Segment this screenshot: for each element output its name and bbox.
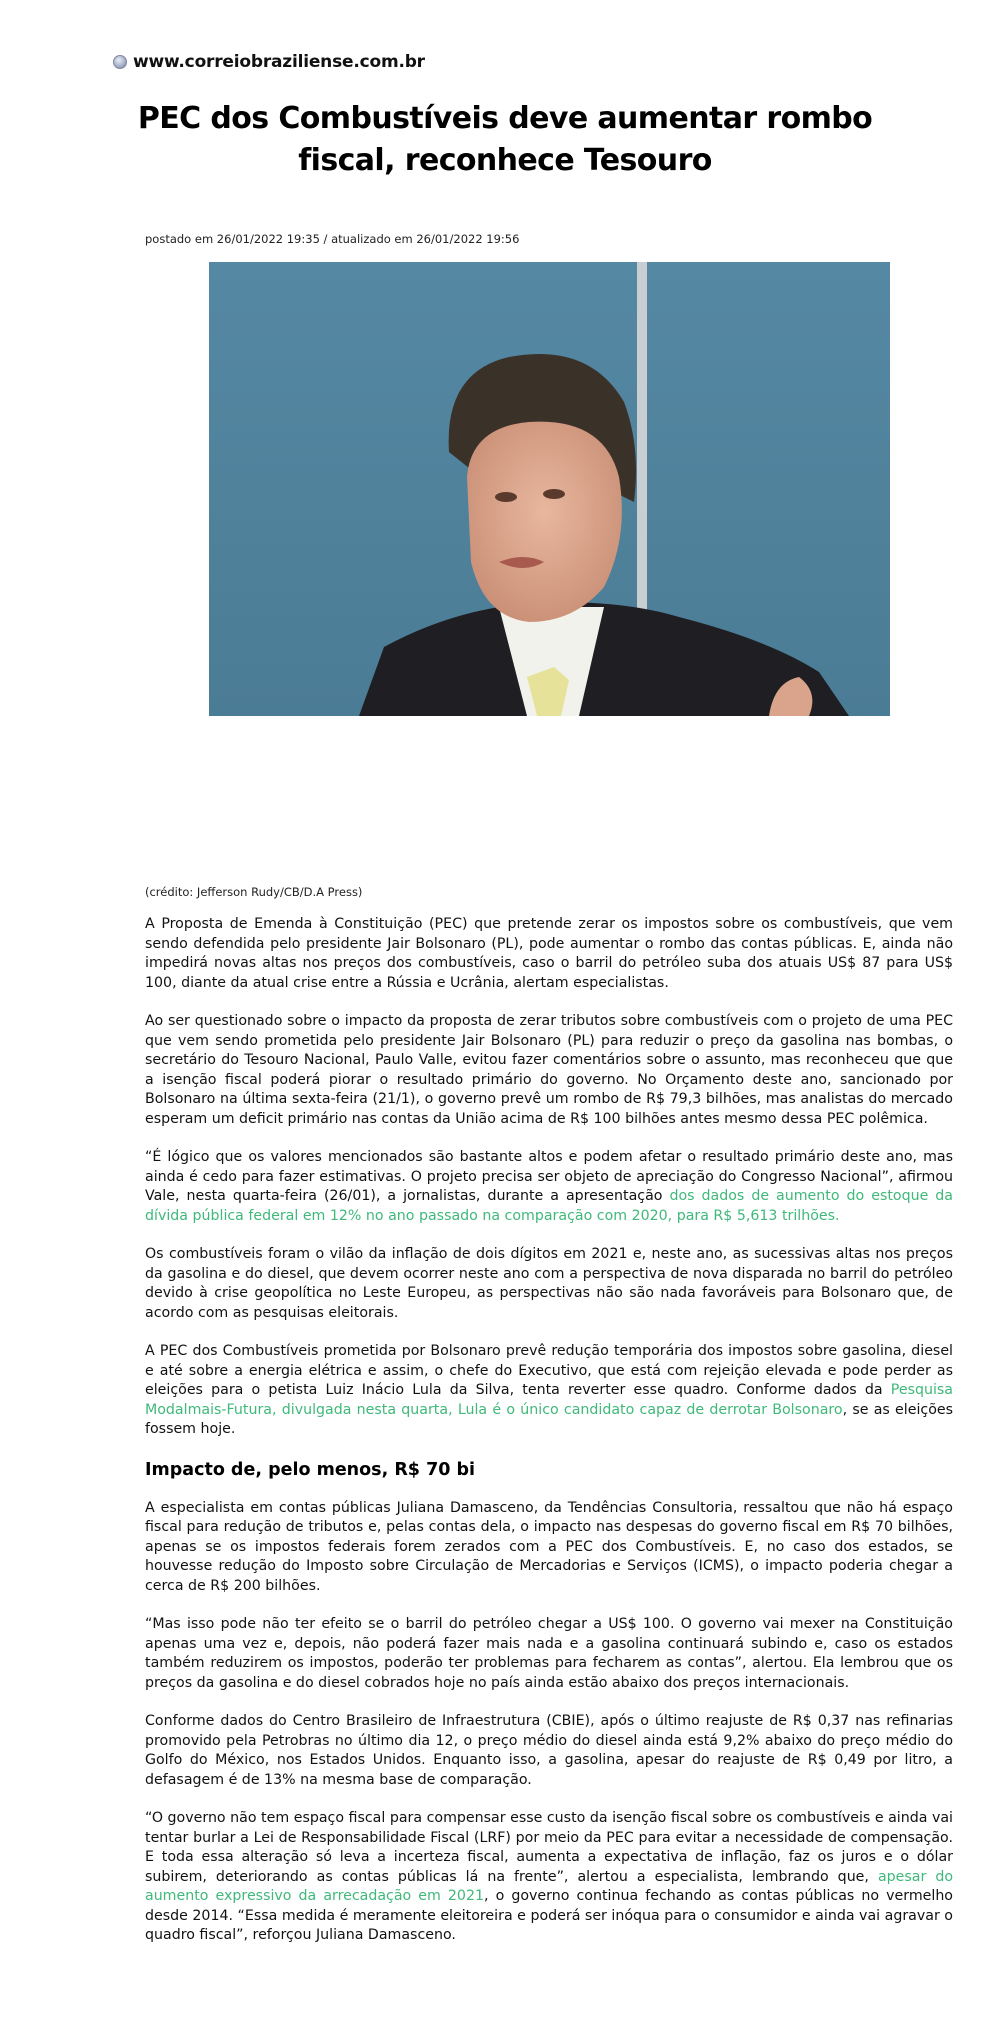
paragraph <box>145 1148 953 1226</box>
paragraph-text: “O governo não tem espaço fiscal para compensar esse custo da isenção fiscal sobre os combustíveis e ainda vai tentar burlar a Lei de Responsabilidade Fiscal (LRF) por meio da PEC para evitar a necessidade de compensação. E toda essa alteração só leva a incerteza fiscal, aumenta a expectativa de inflação, faz os juros e o dólar subirem, deteriorando as contas públicas lá na frente”, alertou a especialista, lembrando que, <box>145 1810 953 1885</box>
paragraph: Ao ser questionado sobre o impacto da proposta de zerar tributos sobre combustíveis com o projeto de uma PEC que vem sendo prometida pelo presidente Jair Bolsonaro (PL) para reduzir o preço da gasolina nas bombas, o secretário do Tesouro Nacional, Paulo Valle, evitou fazer comentários sobre o assunto, mas reconheceu que que a isenção fiscal poderá piorar o resultado primário do governo. No Orçamento deste ano, sancionado por Bolsonaro na última sexta-feira (21/1), o governo prevê um rombo de R$ 79,3 bilhões, mas analistas do mercado esperam um deficit primário nas contas da União acima de R$ 100 bilhões antes mesmo dessa PEC polêmica. <box>145 1013 953 1127</box>
paragraph-text: , se as eleições fossem hoje. <box>145 1401 953 1437</box>
link-divida-publica[interactable]: dos dados de aumento do estoque da dívida pública federal em 12% no ano passado na comparação com 2020, para R$ 5,613 trilhões. <box>145 1188 954 1224</box>
portrait-image <box>209 262 890 716</box>
paragraph: Os combustíveis foram o vilão da inflação de dois dígitos em 2021 e, neste ano, as sucessivas altas nos preços da gasolina e do diesel, que devem ocorrer neste ano com a perspectiva de nova disparada no barril do petróleo devido à crise geopolítica no Leste Europeu, as perspectivas não são nada favoráveis para Bolsonaro que, de acordo com as pesquisas eleitorais. <box>145 1246 953 1321</box>
paragraph-text: , o governo continua fechando as contas públicas no vermelho desde 2014. “Essa medida é meramente eleitoreira e poderá ser inóqua para o consumidor e ainda vai agravar o quadro fiscal”, reforçou Juliana Damasceno. <box>145 1888 953 1943</box>
paragraph <box>145 1809 953 1946</box>
section-heading: Impacto de, pelo menos, R$ 70 bi <box>145 1459 476 1480</box>
paragraph: A Proposta de Emenda à Constituição (PEC) que pretende zerar os impostos sobre os combustíveis, que vem sendo defendida pelo presidente Jair Bolsonaro (PL), pode aumentar o rombo das contas públicas. E, ainda não impedirá novas altas nos preços dos combustíveis, caso o barril do petróleo suba dos atuais US$ 87 para US$ 100, diante da atual crise entre a Rússia e Ucrânia, alertam especialistas. <box>145 916 953 991</box>
paragraph <box>145 1342 953 1440</box>
site-header <box>113 52 425 72</box>
paragraph: A especialista em contas públicas Juliana Damasceno, da Tendências Consultoria, ressaltou que não há espaço fiscal para redução de tributos e, pelas contas dela, o impacto nas despesas do governo fiscal em R$ 70 bilhões, apenas se os impostos federais forem zerados com a PEC dos Combustíveis. E, no caso dos estados, se houvesse redução do Imposto sobre Circulação de Mercadorias e Serviços (ICMS), o impacto poderia chegar a cerca de R$ 200 bilhões. <box>145 1499 953 1594</box>
paragraph: Conforme dados do Centro Brasileiro de Infraestrutura (CBIE), após o último reajuste de R$ 0,37 nas refinarias promovido pela Petrobras no último dia 12, o preço médio do diesel ainda está 9,2% abaixo do preço médio do Golfo do México, nos Estados Unidos. Enquanto isso, a gasolina, apesar do reajuste de R$ 0,49 por litro, a defasagem é de 13% na mesma base de comparação. <box>145 1713 953 1788</box>
paragraph-text: “É lógico que os valores mencionados são bastante altos e podem afetar o resultado primário deste ano, mas ainda é cedo para fazer estimativas. O projeto precisa ser objeto de apreciação do Congresso Nacional”, afirmou Vale, nesta quarta-feira (26/01), a jornalistas, durante a apresentação <box>145 1149 953 1204</box>
link-arrecadacao[interactable]: apesar do aumento expressivo da arrecadação em 2021 <box>145 1868 954 1904</box>
article-body <box>145 915 953 1965</box>
paragraph-text: A PEC dos Combustíveis prometida por Bolsonaro prevê redução temporária dos impostos sobre gasolina, diesel e até sobre a energia elétrica e assim, o chefe do Executivo, que está com rejeição elevada e pode perder as eleições para o petista Luiz Inácio Lula da Silva, tenta reverter esse quadro. Conforme dados da <box>145 1343 953 1398</box>
article-photo <box>209 262 890 716</box>
site-url[interactable]: www.correiobraziliense.com.br <box>133 52 425 72</box>
globe-icon <box>113 55 127 69</box>
photo-credit: (crédito: Jefferson Rudy/CB/D.A Press) <box>145 885 363 899</box>
article-timestamp: postado em 26/01/2022 19:35 / atualizado em 26/01/2022 19:56 <box>145 232 520 246</box>
article-title: PEC dos Combustíveis deve aumentar rombo fiscal, reconhece Tesouro <box>137 101 873 178</box>
paragraph: “Mas isso pode não ter efeito se o barril do petróleo chegar a US$ 100. O governo vai mexer na Constituição apenas uma vez e, depois, não poderá fazer mais nada e a gasolina continuará subindo e, caso os estados também reduzirem os impostos, poderão ter problemas para fecharem as contas”, alertou. Ela lembrou que os preços da gasolina e do diesel cobrados hoje no país ainda estão abaixo dos preços internacionais. <box>145 1616 953 1691</box>
link-pesquisa-modalmais[interactable]: Pesquisa Modalmais-Futura, divulgada nesta quarta, Lula é o único candidato capaz de derrotar Bolsonaro <box>145 1382 953 1418</box>
